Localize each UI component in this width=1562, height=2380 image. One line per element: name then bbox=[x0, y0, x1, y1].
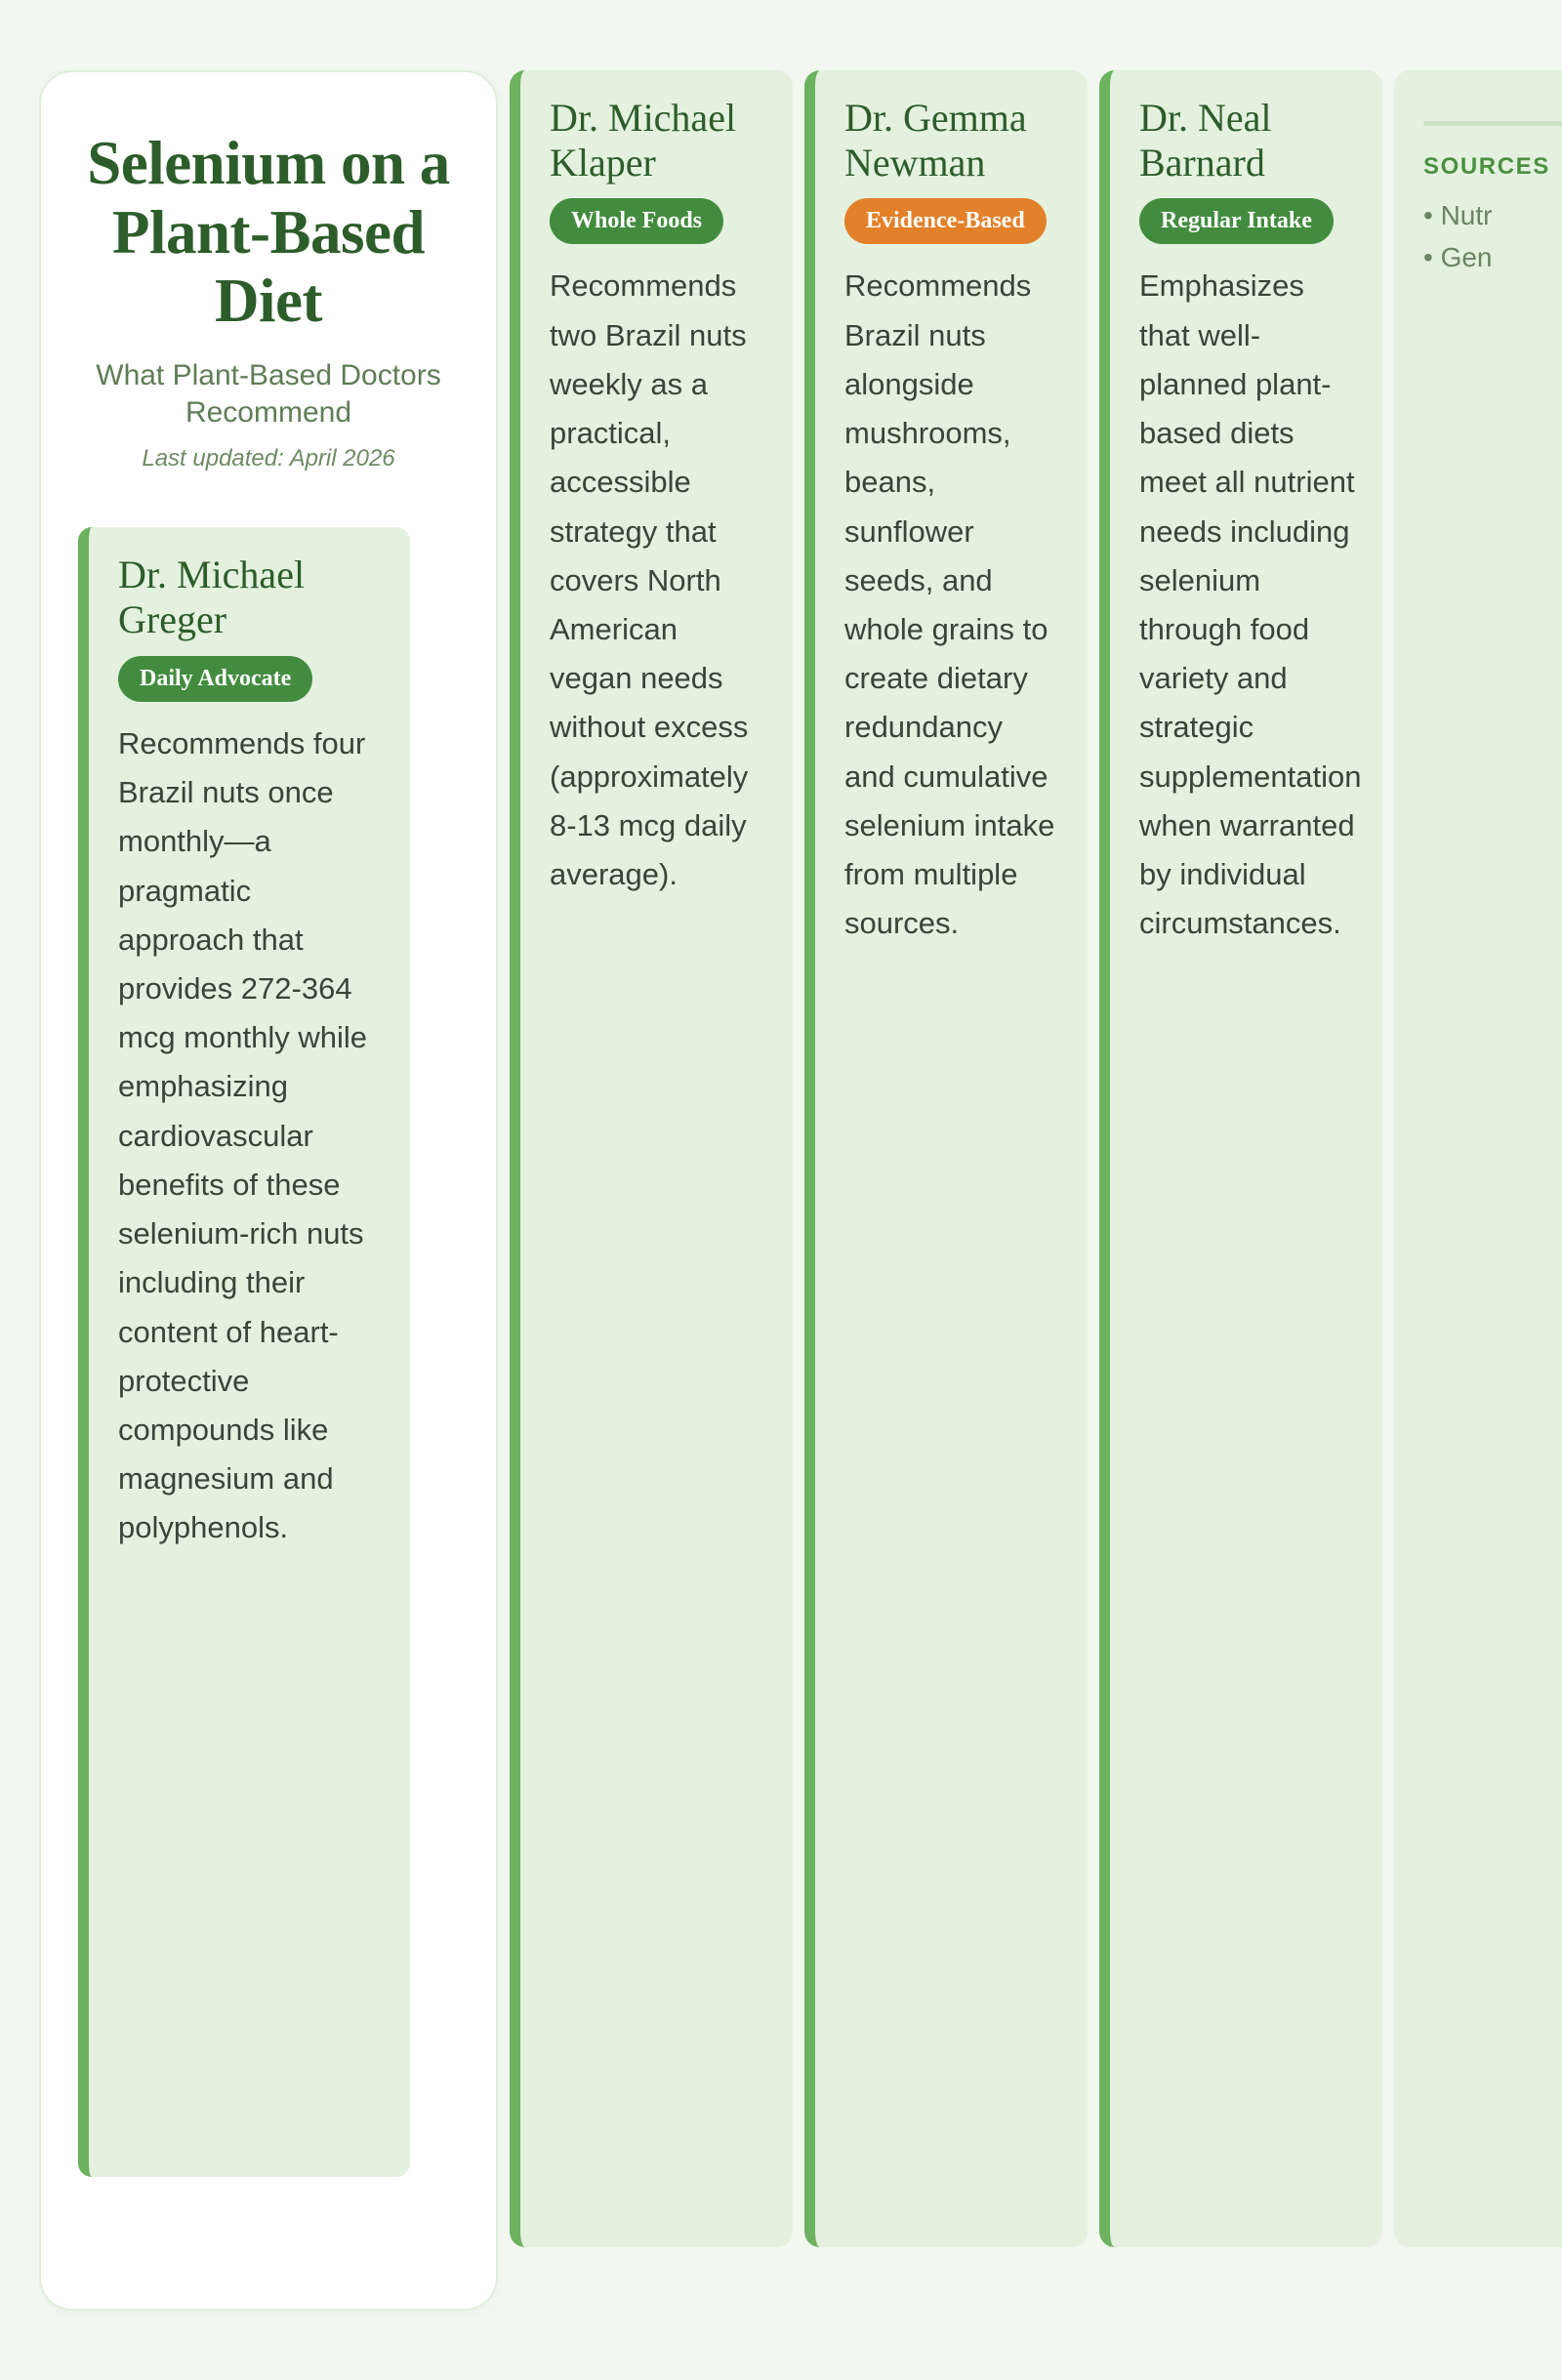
doctor-recommendation: Recommends four Brazil nuts once monthly—a pragmatic approach that provides 272-364 mcg monthly while emphasizing cardiovascular benefits of these selenium-rich nuts including their content of heart-protective compounds like magnesium and polyphenols. bbox=[118, 725, 367, 1545]
doctor-recommendation: Emphasizes that well-planned plant-based diets meet all nutrient needs including selenium through food variety and strategic supplementation when warranted by individual circumstances. bbox=[1139, 268, 1362, 941]
doctor-card-greger[interactable] bbox=[78, 527, 410, 2177]
list-item[interactable]: • Gen bbox=[1423, 242, 1493, 273]
status-badge: Whole Foods bbox=[550, 198, 723, 244]
doctor-name: Dr. Gemma Newman bbox=[844, 96, 1027, 185]
doctor-recommendation: Recommends two Brazil nuts weekly as a practical, accessible strategy that covers North American vegan needs without excess (approximately 8-13 mcg daily average). bbox=[550, 268, 749, 892]
list-item[interactable]: • Nutr bbox=[1423, 200, 1493, 230]
status-badge: Daily Advocate bbox=[118, 656, 312, 702]
doctor-name: Dr. Michael Klaper bbox=[550, 96, 737, 185]
status-badge: Regular Intake bbox=[1139, 198, 1334, 244]
doctor-name: Dr. Neal Barnard bbox=[1139, 96, 1272, 185]
doctor-name: Dr. Michael Greger bbox=[118, 553, 306, 642]
intro-card bbox=[39, 70, 498, 2311]
doctor-card-klaper[interactable] bbox=[510, 70, 793, 2247]
last-updated-label: Last updated: April 2026 bbox=[142, 445, 395, 472]
status-badge: Evidence-Based bbox=[844, 198, 1047, 244]
doctor-card-barnard[interactable] bbox=[1099, 70, 1382, 2247]
page-subtitle: What Plant-Based Doctors Recommend bbox=[96, 358, 441, 430]
sources-heading: SOURCES bbox=[1423, 153, 1550, 180]
card-deck[interactable] bbox=[39, 70, 1562, 2316]
page-title: Selenium on a Plant-Based Diet bbox=[87, 129, 450, 336]
divider bbox=[1423, 121, 1562, 126]
doctor-card-newman[interactable] bbox=[804, 70, 1088, 2247]
doctor-recommendation: Recommends Brazil nuts alongside mushrooms, beans, sunflower seeds, and whole grains to create dietary redundancy and cumulative selenium intake from multiple sources. bbox=[844, 268, 1055, 941]
sources-panel bbox=[1394, 70, 1562, 2247]
